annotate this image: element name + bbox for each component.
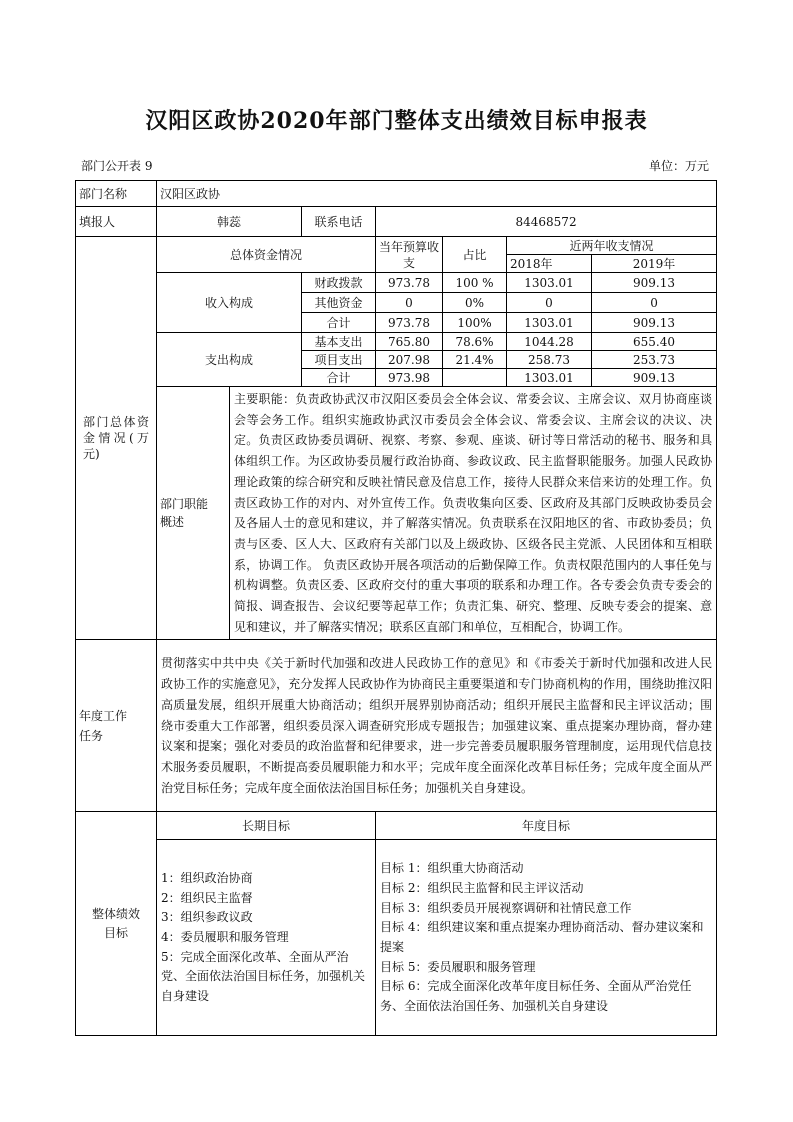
row-2018: 1303.01 <box>507 273 592 293</box>
list-item: 目标 1：组织重大协商活动 <box>380 861 524 876</box>
function-label: 部门职能概述 <box>157 387 230 640</box>
phone-label: 联系电话 <box>302 207 376 237</box>
row-ratio: 78.6% <box>443 333 507 351</box>
row-2018: 1044.28 <box>507 333 592 351</box>
list-item: 3：组织参政议政 <box>161 910 253 925</box>
row-2019: 0 <box>592 293 717 313</box>
fund-header-total: 总体资金情况 <box>157 237 376 273</box>
list-item: 目标 6：完成全面深化改革年度目标任务、全面从严治党任务、全面依法治国任务、加强机关自身建设 <box>380 979 692 1014</box>
row-2019: 909.13 <box>592 369 717 387</box>
function-text: 主要职能：负责政协武汉市汉阳区委员会全体会议、常委会议、主席会议、双月协商座谈会等会务工作。组织实施政协武汉市委员会全体会议、常委会议、主席会议的决议、决定。负责区政协委员调研、视察、考察、参观、座谈、研讨等日常活动的秘书、服务和具体组织工作。为区政协委员履行政治协商、参政议政、民主监督职能服务。加强人民政协理论政策的综合研究和反映社情民意及信息工作，接待人民群众来信来访的处理工作。负责区政协工作的对内、对外宣传工作。负责收集向区委、区政府及其部门反映政协委员会及各届人士的意见和建议，并了解落实情况。负责联系在汉阳地区的省、市政协委员；负责与区委、区人大、区政府有关部门以及上级政协、区级各民主党派、人民团体和互相联系，协调工作。 负责区政协开展各项活动的后勤保障工作。负责权限范围内的人事任免与机构调整。负责区委、区政府交付的重大事项的联系和办理工作。各专委会负责专委会的简报、调查报告、会议纪要等起草工作；负责汇集、研究、整理、反映专委会的提案、意见和建议，并了解落实情况；联系区直部门和单位，互相配合，协调工作。 <box>230 387 717 640</box>
fund-header-recent: 近两年收支情况 <box>507 237 717 255</box>
list-item: 目标 5：委员履职和服务管理 <box>380 959 536 974</box>
row-budget: 973.78 <box>376 313 443 333</box>
row-ratio <box>443 369 507 387</box>
fund-header-ratio: 占比 <box>443 237 507 273</box>
list-item: 目标 4：组织建议案和重点提案办理协商活动、督办建议案和提案 <box>380 920 704 954</box>
list-item: 目标 3：组织委员开展视察调研和社情民意工作 <box>380 900 632 915</box>
row-ratio: 100 % <box>443 273 507 293</box>
annual-text: 贯彻落实中共中央《关于新时代加强和改进人民政协工作的意见》和《市委关于新时代加强和改进人民政协工作的实施意见》，充分发挥人民政协作为协商民主重要渠道和专门协商机构的作用，围绕助推汉阳高质量发展，组织开展重大协商活动；组织开展界别协商活动；组织开展民主监督和民主评议活动；围绕市委重大工作部署，组织委员深入调查研究形成专题报告；加强建议案、重点提案办理协商，督办建议案和提案；强化对委员的政治监督和纪律要求，进一步完善委员履职服务管理制度，运用现代信息技术服务委员履职，不断提高委员履职能力和水平；完成年度全面深化改革目标任务；完成年度全面从严治党目标任务；完成年度全面依法治国目标任务；加强机关自身建设。 <box>157 640 717 812</box>
year-goals-header: 年度目标 <box>376 812 717 840</box>
row-name: 合计 <box>302 369 376 387</box>
filler-label: 填报人 <box>76 207 157 237</box>
row-ratio: 100% <box>443 313 507 333</box>
long-goals-header: 长期目标 <box>157 812 376 840</box>
row-2018: 1303.01 <box>507 369 592 387</box>
unit-label: 单位：万元 <box>648 159 709 173</box>
row-ratio: 21.4% <box>443 351 507 369</box>
goals-label: 整体绩效目标 <box>76 812 157 1036</box>
row-budget: 765.80 <box>376 333 443 351</box>
fund-header-budget: 当年预算收支 <box>376 237 443 273</box>
dept-name-value: 汉阳区政协 <box>157 181 717 207</box>
form-number: 部门公开表 9 <box>81 159 153 173</box>
fund-year-2018: 2018年 <box>507 255 592 273</box>
row-2019: 909.13 <box>592 273 717 293</box>
performance-table <box>75 180 717 1036</box>
row-2019: 253.73 <box>592 351 717 369</box>
dept-name-label: 部门名称 <box>76 181 157 207</box>
table-row <box>76 273 717 293</box>
row-name: 合计 <box>302 313 376 333</box>
long-goals-list <box>157 840 376 1036</box>
row-2019: 909.13 <box>592 313 717 333</box>
table-row <box>76 333 717 351</box>
income-label: 收入构成 <box>157 273 302 333</box>
list-item: 5：完成全面深化改革、全面从严治党、全面依法治国目标任务，加强机关自身建设 <box>161 949 366 1004</box>
row-2018: 0 <box>507 293 592 313</box>
fund-section-label: 部门总体资金情况(万元) <box>76 237 157 640</box>
row-2018: 258.73 <box>507 351 592 369</box>
expense-label: 支出构成 <box>157 333 302 387</box>
year-goals-list <box>376 840 717 1036</box>
annual-label: 年度工作任务 <box>76 640 157 812</box>
row-budget: 207.98 <box>376 351 443 369</box>
row-2018: 1303.01 <box>507 313 592 333</box>
list-item: 4：委员履职和服务管理 <box>161 930 289 945</box>
row-name: 财政拨款 <box>302 273 376 293</box>
fund-year-2019: 2019年 <box>592 255 717 273</box>
page-title: 汉阳区政协2020年部门整体支出绩效目标申报表 <box>145 108 648 134</box>
row-name: 项目支出 <box>302 351 376 369</box>
filler-value: 韩蕊 <box>157 207 302 237</box>
row-2019: 655.40 <box>592 333 717 351</box>
row-ratio: 0% <box>443 293 507 313</box>
list-item: 目标 2：组织民主监督和民主评议活动 <box>380 880 584 895</box>
list-item: 1：组织政治协商 <box>161 870 253 885</box>
row-budget: 973.78 <box>376 273 443 293</box>
row-budget: 973.98 <box>376 369 443 387</box>
row-budget: 0 <box>376 293 443 313</box>
list-item: 2：组织民主监督 <box>161 890 253 905</box>
row-name: 基本支出 <box>302 333 376 351</box>
phone-value: 84468572 <box>376 207 717 237</box>
row-name: 其他资金 <box>302 293 376 313</box>
